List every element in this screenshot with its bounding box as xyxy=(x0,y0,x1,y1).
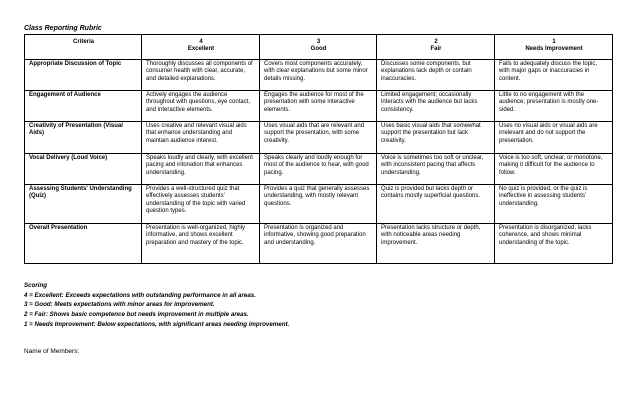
criteria-cell: Engagement of Audience xyxy=(25,91,142,122)
scoring-line: 2 = Fair: Shows basic competence but needs improvement in multiple areas. xyxy=(24,311,249,319)
rubric-cell: Provides a quiz that generally assesses understanding, with mostly relevant questions. xyxy=(260,185,377,224)
rubric-cell: Presentation lacks structure or depth, with noticeable areas needing improvement. xyxy=(377,224,495,264)
criteria-cell: Vocal Delivery (Loud Voice) xyxy=(25,154,142,185)
header-criteria: Criteria xyxy=(25,35,142,60)
rubric-table xyxy=(24,34,613,264)
rubric-cell: Presentation is disorganized, lacks coherence, and shows minimal understanding of the topic. xyxy=(495,224,613,264)
rubric-title: Class Reporting Rubric xyxy=(24,25,102,32)
header-fair: 2 Fair xyxy=(377,35,495,60)
header-good: 3 Good xyxy=(260,35,377,60)
rubric-cell: Presentation is well-organized, highly informative, and shows excellent preparation and mastery of the topic. xyxy=(142,224,260,264)
scoring-section xyxy=(24,281,289,330)
rubric-cell: Covers most components accurately, with clear explanations but some minor details missing. xyxy=(260,60,377,91)
rubric-cell: Engages the audience for most of the presentation with some interactive elements. xyxy=(260,91,377,122)
scoring-heading: Scoring xyxy=(24,282,48,289)
rubric-cell: Thoroughly discusses all components of consumer health with clear, accurate, and detailed explanations. xyxy=(142,60,260,91)
table-row xyxy=(25,60,613,91)
scoring-line: 1 = Needs Improvement: Below expectations, with significant areas needing improvement. xyxy=(24,320,290,328)
table-row xyxy=(25,122,613,154)
members-label: Name of Members: xyxy=(24,348,80,355)
rubric-cell: Discusses some components, but explanations lack depth or contain inaccuracies. xyxy=(377,60,495,91)
header-row xyxy=(25,35,613,60)
criteria-cell: Creativity of Presentation (Visual Aids) xyxy=(25,122,142,154)
rubric-cell: Limited engagement; occasionally interacts with the audience but lacks consistency. xyxy=(377,91,495,122)
rubric-cell: Uses visual aids that are relevant and support the presentation, with some creativity. xyxy=(260,122,377,154)
rubric-cell: No quiz is provided, or the quiz is ineffective in assessing students' understanding. xyxy=(495,185,613,224)
criteria-cell: Assessing Students' Understanding (Quiz) xyxy=(25,185,142,224)
scoring-line: 4 = Excellent: Exceeds expectations with outstanding performance in all areas. xyxy=(24,291,256,299)
rubric-cell: Provides a well-structured quiz that effectively assesses students' understanding of the topic with varied question types. xyxy=(142,185,260,224)
rubric-cell: Speaks clearly and loudly enough for most of the audience to hear, with good pacing. xyxy=(260,154,377,185)
table-row xyxy=(25,185,613,224)
criteria-cell: Appropriate Discussion of Topic xyxy=(25,60,142,91)
table-row xyxy=(25,91,613,122)
scoring-line: 3 = Good: Meets expectations with minor areas for improvement. xyxy=(24,301,215,309)
rubric-cell: Uses creative and relevant visual aids that enhance understanding and maintain audience interest. xyxy=(142,122,260,154)
rubric-cell: Actively engages the audience throughout with questions, eye contact, and interactive elements. xyxy=(142,91,260,122)
rubric-cell: Uses no visual aids or visual aids are irrelevant and do not support the presentation. xyxy=(495,122,613,154)
header-needs-improvement: 1 Needs Improvement xyxy=(495,35,613,60)
rubric-cell: Presentation is organized and informative, showing good preparation and understanding. xyxy=(260,224,377,264)
rubric-cell: Uses basic visual aids that somewhat support the presentation but lack creativity. xyxy=(377,122,495,154)
table-row xyxy=(25,224,613,264)
rubric-cell: Speaks loudly and clearly, with excellent pacing and intonation that enhances understanding. xyxy=(142,154,260,185)
rubric-cell: Voice is sometimes too soft or unclear, with inconsistent pacing that affects understanding. xyxy=(377,154,495,185)
criteria-cell: Overall Presentation xyxy=(25,224,142,264)
rubric-cell: Voice is too soft, unclear, or monotone, making it difficult for the audience to follow. xyxy=(495,154,613,185)
rubric-cell: Fails to adequately discuss the topic, with major gaps or inaccuracies in content. xyxy=(495,60,613,91)
rubric-cell: Quiz is provided but lacks depth or contains mostly superficial questions. xyxy=(377,185,495,224)
header-excellent: 4 Excellent xyxy=(142,35,260,60)
rubric-cell: Little to no engagement with the audience; presentation is mostly one-sided. xyxy=(495,91,613,122)
table-row xyxy=(25,154,613,185)
